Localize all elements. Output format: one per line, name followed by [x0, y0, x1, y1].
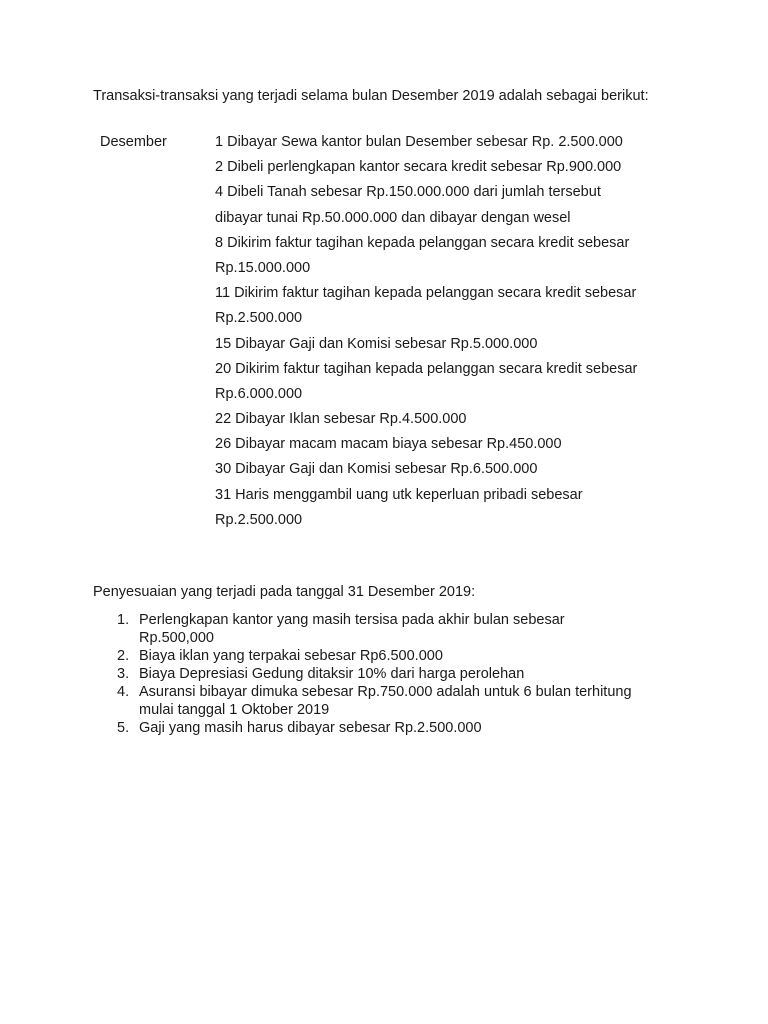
transaction-line: 11 Dikirim faktur tagihan kepada pelanggan secara kredit sebesar — [215, 285, 637, 302]
transaction-line: 22 Dibayar Iklan sebesar Rp.4.500.000 — [215, 411, 467, 428]
adjustment-item — [93, 611, 633, 647]
transaction-line: Rp.6.000.000 — [215, 385, 303, 402]
transaction-line: 15 Dibayar Gaji dan Komisi sebesar Rp.5.000.000 — [215, 335, 538, 352]
transaction-line: 4 Dibeli Tanah sebesar Rp.150.000.000 dari jumlah tersebut — [215, 184, 601, 201]
adjustment-item — [93, 683, 633, 719]
transaction-line: 8 Dikirim faktur tagihan kepada pelanggan secara kredit sebesar — [215, 234, 630, 251]
adjustment-text: Gaji yang masih harus dibayar sebesar Rp.2.500.000 — [139, 720, 482, 736]
adjustment-number: 5. — [117, 720, 130, 736]
transaction-line: dibayar tunai Rp.50.000.000 dan dibayar dengan wesel — [215, 209, 571, 226]
transaction-line: 26 Dibayar macam macam biaya sebesar Rp.450.000 — [215, 436, 562, 453]
transaction-line: 1 Dibayar Sewa kantor bulan Desember sebesar Rp. 2.500.000 — [215, 134, 623, 150]
adjustment-text: Perlengkapan kantor yang masih tersisa pada akhir bulan sebesar Rp.500,000 — [139, 612, 565, 646]
adjustment-item — [93, 719, 633, 737]
transaction-line: 30 Dibayar Gaji dan Komisi sebesar Rp.6.500.000 — [215, 461, 538, 478]
transaction-line: Rp.15.000.000 — [215, 259, 311, 276]
adjustments-list — [93, 611, 633, 737]
adjustment-number: 2. — [117, 648, 130, 664]
adjustment-item — [93, 665, 633, 683]
transaction-line: Rp.2.500.000 — [215, 511, 303, 528]
transaction-line: 20 Dikirim faktur tagihan kepada pelanggan secara kredit sebesar — [215, 360, 638, 377]
adjustment-text: Biaya iklan yang terpakai sebesar Rp6.500.000 — [139, 648, 443, 664]
adjustment-text: Biaya Depresiasi Gedung ditaksir 10% dari harga perolehan — [139, 666, 525, 682]
adjustments-heading: Penyesuaian yang terjadi pada tanggal 31 Desember 2019: — [93, 584, 476, 600]
adjustment-text: Asuransi bibayar dimuka sebesar Rp.750.000 adalah untuk 6 bulan terhitung mulai tanggal 1 Oktober 2019 — [139, 684, 632, 718]
adjustment-item — [93, 647, 633, 665]
adjustment-number: 1. — [117, 612, 130, 628]
month-label: Desember — [100, 134, 167, 150]
intro-paragraph: Transaksi-transaksi yang terjadi selama bulan Desember 2019 adalah sebagai berikut: — [93, 88, 649, 104]
transaction-list — [215, 132, 685, 535]
transaction-line: 2 Dibeli perlengkapan kantor secara kredit sebesar Rp.900.000 — [215, 159, 622, 176]
adjustment-number: 3. — [117, 666, 130, 682]
transaction-line: 31 Haris menggambil uang utk keperluan pribadi sebesar — [215, 486, 583, 503]
adjustment-number: 4. — [117, 684, 130, 700]
transaction-line: Rp.2.500.000 — [215, 310, 303, 327]
